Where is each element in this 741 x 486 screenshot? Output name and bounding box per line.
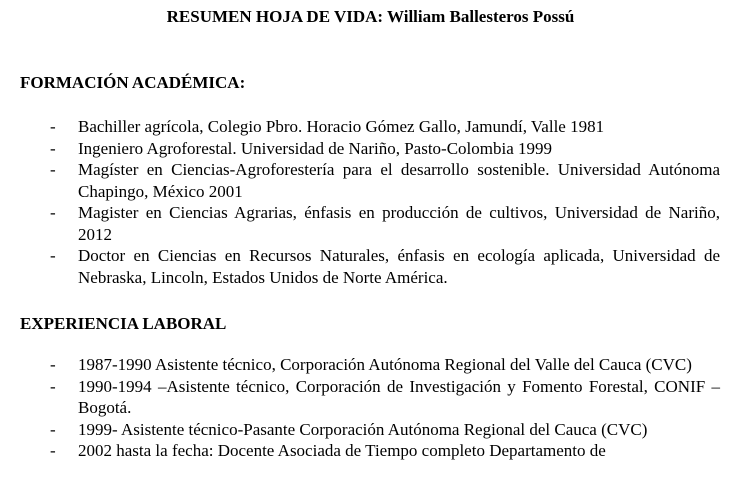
bullet-dash: - (50, 419, 56, 439)
list-item-text: 1987-1990 Asistente técnico, Corporación Autónoma Regional del Valle del Cauca (CVC) (78, 355, 692, 374)
list-item-text: 1999- Asistente técnico-Pasante Corporación Autónoma Regional del Cauca (CVC) (78, 419, 648, 439)
list-item (0, 202, 720, 245)
bullet-dash: - (50, 160, 56, 179)
bullet-dash: - (50, 138, 56, 158)
section-heading-experiencia: EXPERIENCIA LABORAL (20, 314, 227, 333)
list-item (0, 245, 720, 288)
list-item-text: Magister en Ciencias Agrarias, énfasis en producción de cultivos, Universidad de Nariño, 2012 (78, 203, 720, 244)
list-item-text: 1990-1994 –Asistente técnico, Corporación de Investigación y Fomento Forestal, CONIF –Bogotá. (78, 376, 720, 417)
bullet-dash: - (50, 355, 56, 374)
list-item-text: Doctor en Ciencias en Recursos Naturales, énfasis en ecología aplicada, Universidad de Nebraska, Lincoln, Estados Unidos de Norte América. (78, 246, 720, 287)
list-item-text: Ingeniero Agroforestal. Universidad de Nariño, Pasto-Colombia 1999 (78, 138, 553, 158)
section-heading-formacion: FORMACIÓN ACADÉMICA: (20, 73, 246, 92)
list-item (0, 116, 720, 138)
bullet-dash: - (50, 246, 56, 265)
formacion-list (0, 116, 741, 288)
bullet-dash: - (50, 203, 56, 222)
list-item (0, 419, 720, 441)
bullet-dash: - (50, 117, 56, 136)
list-item-text: Magíster en Ciencias-Agroforestería para el desarrollo sostenible. Universidad Autónoma Chapingo, México 2001 (78, 160, 720, 201)
list-item (0, 440, 720, 462)
bullet-dash: - (50, 441, 56, 460)
list-item (0, 159, 720, 202)
list-item-text: 2002 hasta la fecha: Docente Asociada de Tiempo completo Departamento de (78, 441, 606, 460)
list-item (0, 354, 720, 376)
list-item-text: Bachiller agrícola, Colegio Pbro. Horacio Gómez Gallo, Jamundí, Valle 1981 (78, 117, 605, 136)
list-item (0, 138, 720, 160)
list-item (0, 376, 720, 419)
experiencia-list (0, 354, 741, 462)
document-title: RESUMEN HOJA DE VIDA: William Ballesteros Possú (166, 7, 575, 26)
bullet-dash: - (50, 376, 56, 396)
